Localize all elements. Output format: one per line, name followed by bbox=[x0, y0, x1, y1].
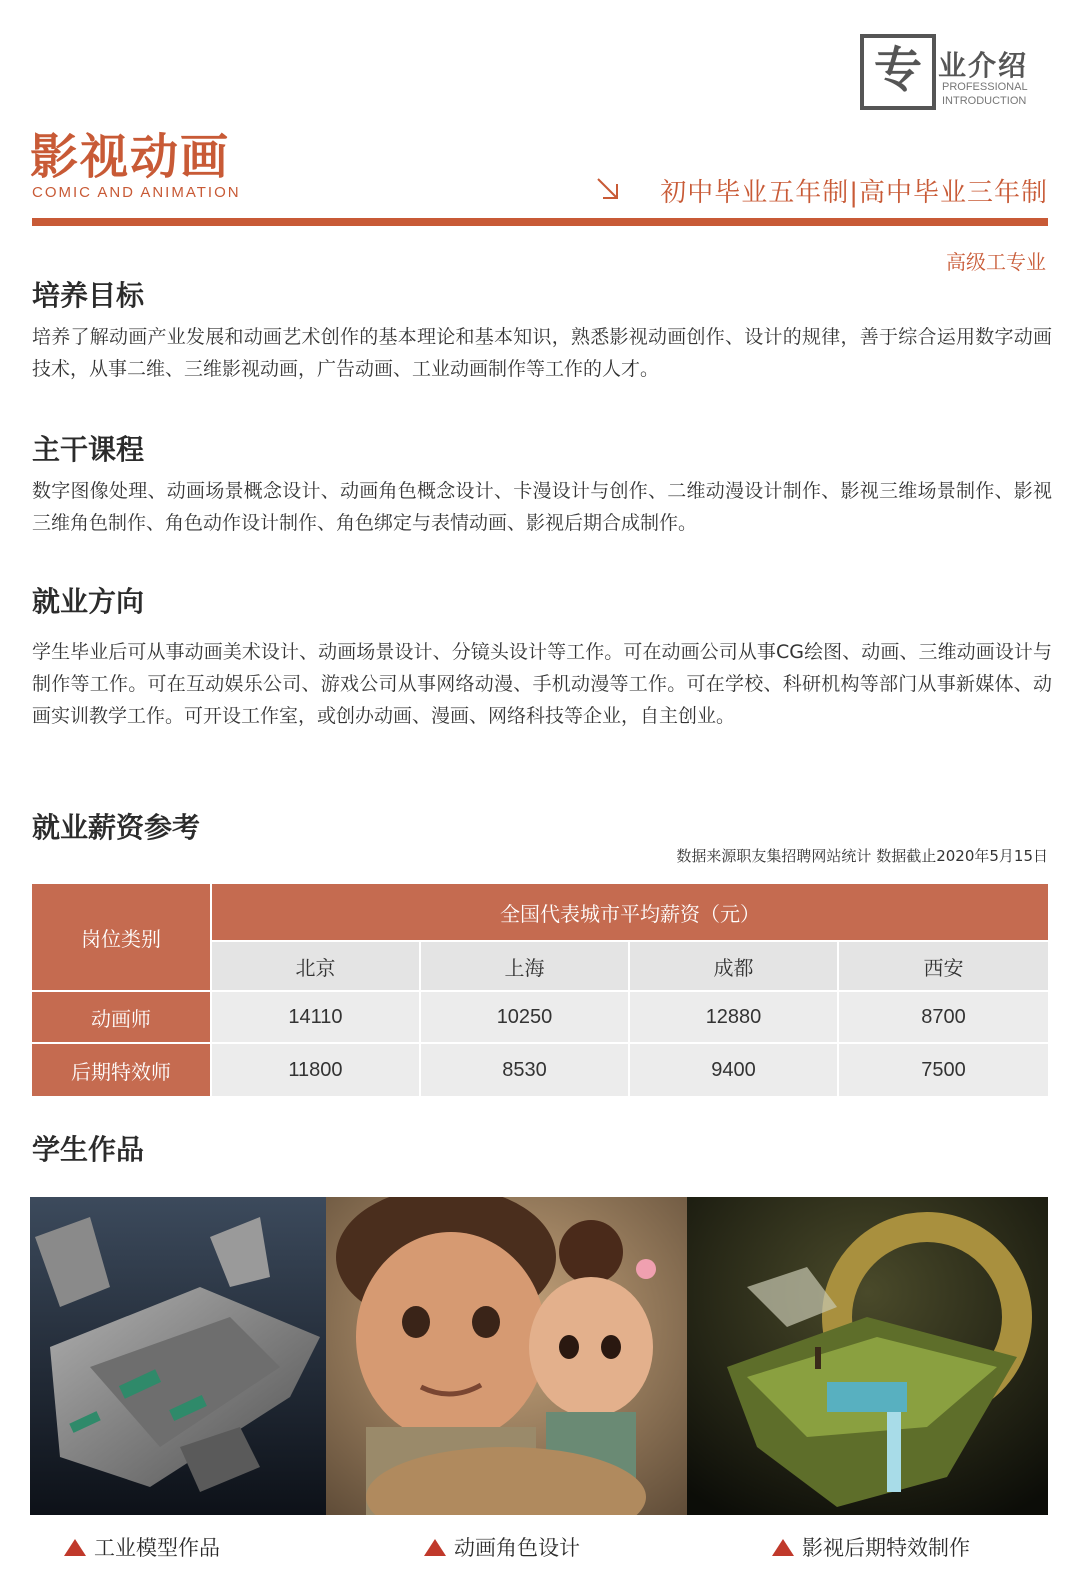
table-city-header: 成都 bbox=[630, 942, 837, 990]
gallery-caption-text: 工业模型作品 bbox=[94, 1536, 220, 1560]
table-cell: 14110 bbox=[212, 992, 419, 1042]
triangle-up-icon bbox=[64, 1539, 86, 1556]
table-group-header: 全国代表城市平均薪资（元） bbox=[212, 884, 1048, 940]
gallery-caption bbox=[64, 1532, 220, 1562]
section-text-career: 学生毕业后可从事动画美术设计、动画场景设计、分镜头设计等工作。可在动画公司从事CG绘图、动画、三维动画设计与制作等工作。可在互动娱乐公司、游戏公司从事网络动漫、手机动漫等工作。可在学校、科研机构等部门从事新媒体、动画实训教学工作。可开设工作室，或创办动画、漫画、网络科技等企业，自主创业。 bbox=[32, 641, 1052, 727]
gallery-caption-text: 影视后期特效制作 bbox=[802, 1536, 970, 1560]
table-cell: 12880 bbox=[630, 992, 837, 1042]
section-text-courses: 数字图像处理、动画场景概念设计、动画角色概念设计、卡漫设计与创作、二维动漫设计制作、影视三维场景制作、影视三维角色制作、角色动作设计制作、角色绑定与表情动画、影视后期合成制作。 bbox=[32, 480, 1052, 534]
section-title-courses: 主干课程 bbox=[32, 433, 145, 466]
section-badge bbox=[860, 34, 1048, 112]
triangle-up-icon bbox=[424, 1539, 446, 1556]
salary-table bbox=[32, 884, 1048, 1096]
table-city-header: 上海 bbox=[421, 942, 628, 990]
table-cell: 7500 bbox=[839, 1044, 1048, 1096]
floating-island-vfx-image bbox=[687, 1197, 1048, 1515]
program-level: 高级工专业 bbox=[946, 250, 1046, 274]
table-city-header: 西安 bbox=[839, 942, 1048, 990]
table-cell: 8530 bbox=[421, 1044, 628, 1096]
section-title-works: 学生作品 bbox=[32, 1133, 145, 1166]
badge-big-char: 专 bbox=[874, 42, 923, 98]
student-works-gallery bbox=[30, 1197, 1048, 1515]
arrow-down-right-icon bbox=[595, 176, 621, 202]
table-cell: 11800 bbox=[212, 1044, 419, 1096]
table-city-header: 北京 bbox=[212, 942, 419, 990]
section-text-goal: 培养了解动画产业发展和动画艺术创作的基本理论和基本知识，熟悉影视动画创作、设计的规律，善于综合运用数字动画技术，从事二维、三维影视动画，广告动画、工业动画制作等工作的人才。 bbox=[32, 326, 1052, 380]
table-cell: 10250 bbox=[421, 992, 628, 1042]
gallery-caption bbox=[772, 1532, 970, 1562]
badge-en-line2: INTRODUCTION bbox=[942, 95, 1027, 107]
triangle-up-icon bbox=[772, 1539, 794, 1556]
spaceship-model-image bbox=[30, 1197, 326, 1515]
data-source-note: 数据来源职友集招聘网站统计 数据截止2020年5月15日 bbox=[676, 847, 1048, 865]
program-duration: 初中毕业五年制|高中毕业三年制 bbox=[660, 178, 1048, 208]
table-row-label: 动画师 bbox=[32, 992, 210, 1042]
gallery-caption bbox=[424, 1532, 580, 1562]
page-subtitle-en: COMIC AND ANIMATION bbox=[32, 184, 241, 201]
table-row-label: 后期特效师 bbox=[32, 1044, 210, 1096]
table-cell: 9400 bbox=[630, 1044, 837, 1096]
gallery-caption-text: 动画角色设计 bbox=[454, 1536, 580, 1560]
header-divider bbox=[32, 218, 1048, 226]
badge-en-line1: PROFESSIONAL bbox=[942, 81, 1028, 93]
badge-title: 业介绍 bbox=[938, 49, 1029, 82]
section-title-goal: 培养目标 bbox=[32, 279, 145, 312]
section-title-salary: 就业薪资参考 bbox=[32, 811, 201, 844]
section-title-career: 就业方向 bbox=[32, 585, 145, 618]
table-corner-header: 岗位类别 bbox=[32, 884, 210, 990]
table-cell: 8700 bbox=[839, 992, 1048, 1042]
page-title: 影视动画 bbox=[30, 129, 231, 185]
badge-en bbox=[942, 80, 1028, 108]
animated-characters-image bbox=[326, 1197, 687, 1515]
